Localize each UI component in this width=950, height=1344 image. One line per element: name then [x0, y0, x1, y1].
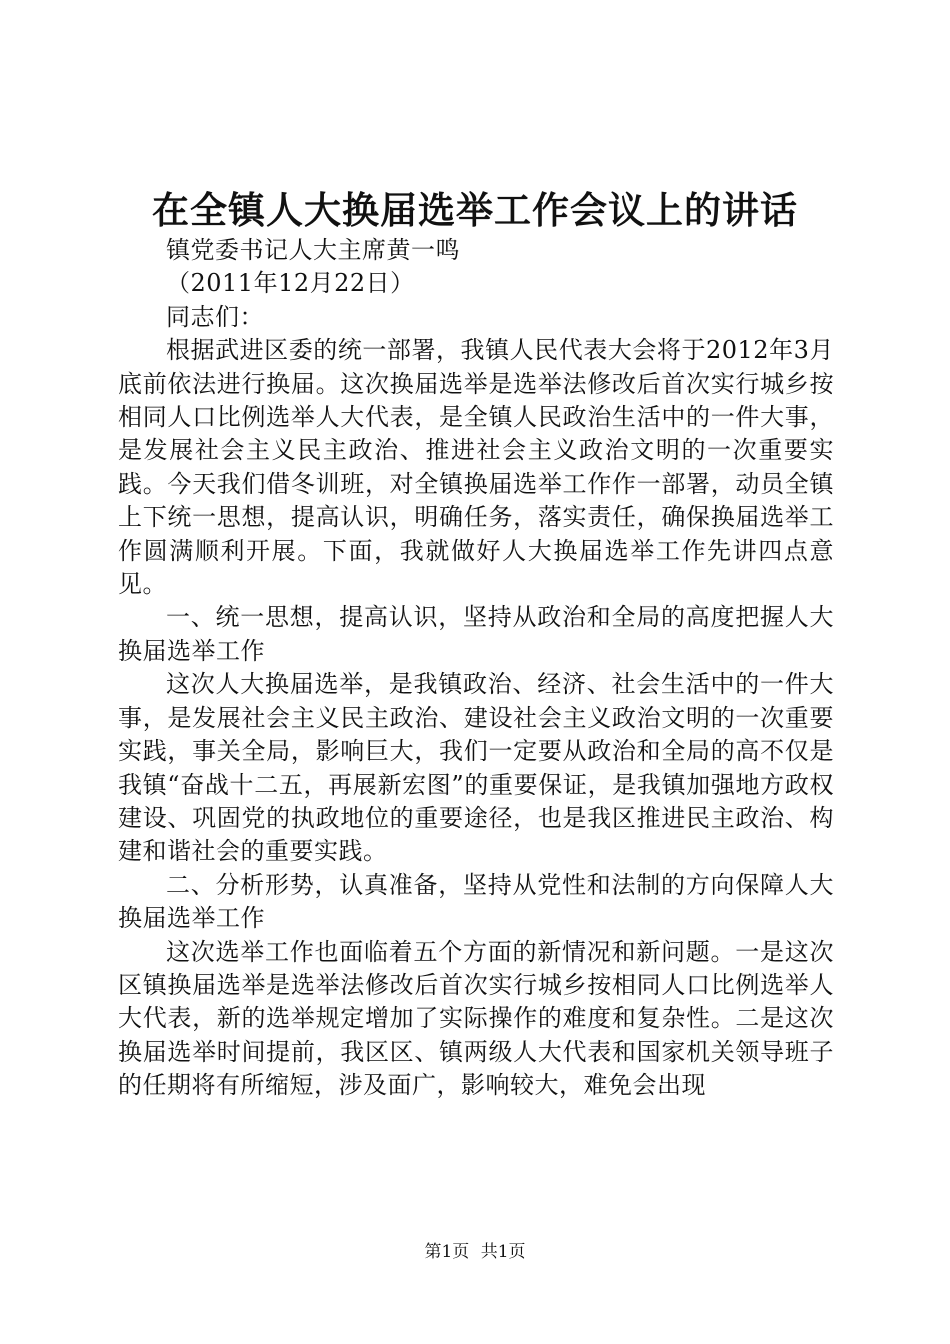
page-footer: [0, 1240, 950, 1264]
document-title: 在全镇人大换届选举工作会议上的讲话: [152, 188, 798, 232]
paragraph: 这次选举工作也面临着五个方面的新情况和新问题。一是这次区镇换届选举是选举法修改后首次实行城乡按相同人口比例选举人大代表，新的选举规定增加了实际操作的难度和复杂性。二是这次换届选举时间提前，我区区、镇两级人大代表和国家机关领导班子的任期将有所缩短，涉及面广，影响较大，难免会出现: [118, 937, 834, 1100]
salutation: 同志们：: [166, 302, 264, 331]
page-number: 第1页: [424, 1242, 470, 1262]
date-line: （2011年12月22日）: [166, 269, 415, 298]
author-line: 镇党委书记人大主席黄一鸣: [166, 236, 460, 264]
section-heading: 一、统一思想，提高认识，坚持从政治和全局的高度把握人大换届选举工作: [118, 603, 834, 665]
section-heading: 二、分析形势，认真准备，坚持从党性和法制的方向保障人大换届选举工作: [118, 870, 834, 933]
document-body: [118, 234, 834, 1103]
page-total: 共1页: [480, 1242, 526, 1262]
paragraph: 根据武进区委的统一部署，我镇人民代表大会将于2012年3月底前依法进行换届。这次换届选举是选举法修改后首次实行城乡按相同人口比例选举人大代表，是全镇人民政治生活中的一件大事，是发展社会主义民主政治、推进社会主义政治文明的一次重要实践。今天我们借冬训班，对全镇换届选举工作作一部署，动员全镇上下统一思想，提高认识，明确任务，落实责任，确保换届选举工作圆满顺利开展。下面，我就做好人大换届选举工作先讲四点意见。: [118, 336, 834, 599]
paragraph: 这次人大换届选举，是我镇政治、经济、社会生活中的一件大事，是发展社会主义民主政治、建设社会主义政治文明的一次重要实践，事关全局，影响巨大，我们一定要从政治和全局的高不仅是我镇“奋战十二五，再展新宏图”的重要保证，是我镇加强地方政权建设、巩固党的执政地位的重要途径，也是我区推进民主政治、构建和谐社会的重要实践。: [118, 670, 834, 866]
